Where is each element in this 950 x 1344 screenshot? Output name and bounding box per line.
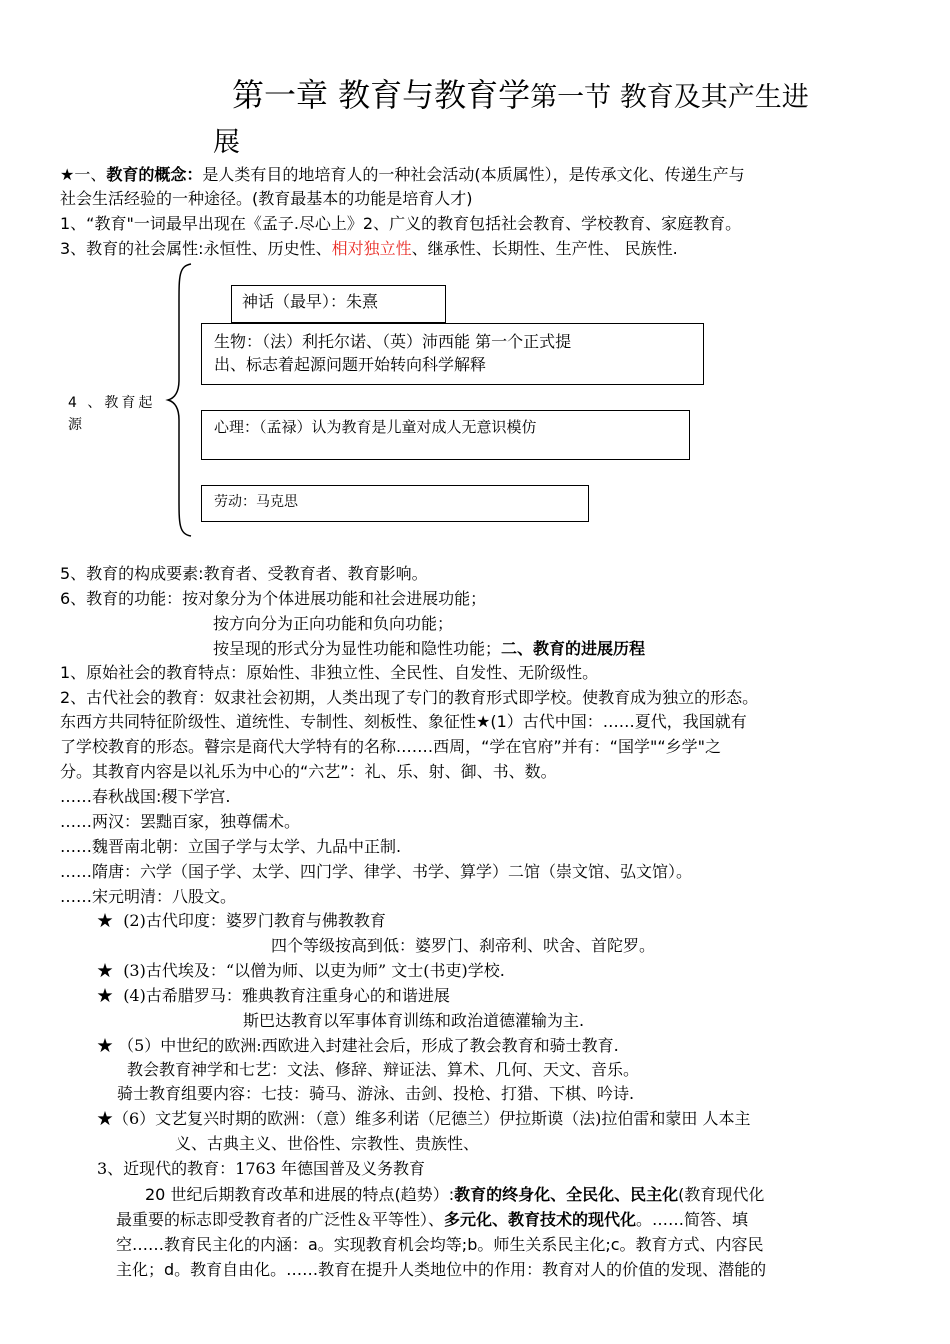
origin-myth-box: 神话（最早）：朱熹	[231, 285, 446, 323]
section-title-continued: 展	[213, 127, 240, 158]
india-castes: 四个等级按高到低：婆罗门、刹帝利、吠舍、首陀罗。	[271, 936, 656, 955]
renaissance-traits: 义、古典主义、世俗性、宗教性、贵族性、	[175, 1134, 480, 1153]
trends-line-2: 最重要的标志即受教育者的广泛性＆平等性）、多元化、教育技术的现代化。……简答、填	[116, 1210, 749, 1229]
concept-line-1: ★一、教育的概念：是人类有目的地培育人的一种社会活动(本质属性），是传承文化、传递生产与	[60, 165, 745, 184]
origin-psych-box: 心理：（孟禄）认为教育是儿童对成人无意识模仿	[201, 410, 690, 460]
trends-line-1: 20 世纪后期教育改革和进展的特点(趋势）:教育的终身化、全民化、民主化(教育现代化	[145, 1185, 765, 1204]
item-6-form: 按呈现的形式分为显性功能和隐性功能；二、教育的进展历程	[213, 639, 646, 658]
page-title	[232, 70, 809, 116]
sparta-line: 斯巴达教育以军事体育训练和政治道德灌输为主.	[243, 1011, 585, 1030]
trends-bold-1: 教育的终身化、全民化、民主化	[454, 1185, 679, 1204]
china-sui-tang: ……隋唐：六学（国子学、太学、四门学、律学、书学、算学）二馆（崇文馆、弘文馆）。	[60, 862, 693, 881]
item-1: 1、“教育"一词最早出现在《孟子.尽心上》2、广义的教育包括社会教育、学校教育、家庭教育。	[60, 214, 742, 233]
chapter-title: 第一章 教育与教育学	[232, 76, 531, 114]
origin-label: 4 、教育起源	[68, 395, 156, 433]
star-icon: ★	[97, 911, 114, 930]
ancient-line-4: 分。其教育内容是以礼乐为中心的“六艺”：礼、乐、射、御、书、数。	[60, 762, 557, 781]
china-song-qing: ……宋元明清：八股文。	[60, 887, 237, 906]
curly-bracket-icon	[165, 262, 195, 538]
star-icon: ★	[60, 165, 75, 184]
renaissance-line: ★（6）文艺复兴时期的欧洲：（意）维多利诺（尼德兰）伊拉斯谟（法)拉伯雷和蒙田 人本主	[97, 1109, 751, 1128]
knight-education: 骑士教育组要内容：七技：骑马、游泳、击剑、投枪、打猎、下棋、吟诗.	[117, 1084, 635, 1103]
ancient-line-3: 了学校教育的形态。瞽宗是商代大学特有的名称.……西周，“学在官府”并有：“国学"“乡学"之	[60, 737, 721, 756]
greece-rome-line: ★ (4)古希腊罗马：雅典教育注重身心的和谐进展	[97, 986, 450, 1005]
ancient-line-1: 2、古代社会的教育：奴隶社会初期，人类出现了专门的教育形式即学校。使教育成为独立的形态。	[60, 688, 759, 707]
item-6-direction: 按方向分为正向功能和负向功能；	[213, 614, 454, 633]
origin-bio-box: 生物：（法）利托尔诺、（英）沛西能 第一个正式提 出、标志着起源问题开始转向科学解释	[201, 323, 704, 385]
origin-labor-box: 劳动：马克思	[201, 485, 589, 522]
ancient-line-2: 东西方共同特征阶级性、道统性、专制性、刻板性、象征性★(1）古代中国：……夏代，我国就有	[60, 712, 747, 731]
modern-education: 3、近现代的教育：1763 年德国普及义务教育	[97, 1159, 425, 1178]
church-education: 教会教育神学和七艺：文法、修辞、辩证法、算术、几何、天文、音乐。	[127, 1060, 640, 1079]
highlight-red: 相对独立性	[331, 239, 412, 258]
china-spring-autumn: ……春秋战国:稷下学宫.	[60, 787, 231, 806]
egypt-line: ★ (3)古代埃及：“以僧为师、以吏为师” 文士(书吏)学校.	[97, 961, 505, 980]
item-6: 6、教育的功能：按对象分为个体进展功能和社会进展功能；	[60, 589, 487, 608]
section-title: 第一节 教育及其产生进	[530, 82, 809, 113]
trends-bold-2: 多元化、教育技术的现代化	[444, 1210, 637, 1229]
concept-label: 教育的概念：	[106, 165, 203, 184]
concept-line-2: 社会生活经验的一种途径。(教育最基本的功能是培育人才)	[60, 189, 473, 208]
india-line: ★ (2)古代印度：婆罗门教育与佛教教育	[97, 911, 386, 930]
china-wei-jin: ……魏晋南北朝：立国子学与太学、九品中正制.	[60, 837, 402, 856]
section-2-heading: 二、教育的进展历程	[501, 639, 646, 658]
star-icon: ★	[97, 1036, 114, 1055]
star-icon: ★	[97, 986, 114, 1005]
item-3: 3、教育的社会属性:永恒性、历史性、相对独立性、继承性、长期性、生产性、 民族性.	[60, 239, 678, 258]
china-han: ……两汉：罢黜百家，独尊儒术。	[60, 812, 301, 831]
trends-line-3: 空……教育民主化的内涵：a。实现教育机会均等;b。师生关系民主化;c。教育方式、内容民	[116, 1235, 764, 1254]
star-icon: ★	[97, 961, 114, 980]
trends-line-4: 主化；d。教育自由化。……教育在提升人类地位中的作用：教育对人的价值的发现、潜能的	[116, 1260, 767, 1279]
primitive-education: 1、原始社会的教育特点：原始性、非独立性、全民性、自发性、无阶级性。	[60, 663, 599, 682]
medieval-line: ★ （5）中世纪的欧洲:西欧进入封建社会后，形成了教会教育和骑士教育.	[97, 1036, 619, 1055]
item-5: 5、教育的构成要素:教育者、受教育者、教育影响。	[60, 564, 428, 583]
